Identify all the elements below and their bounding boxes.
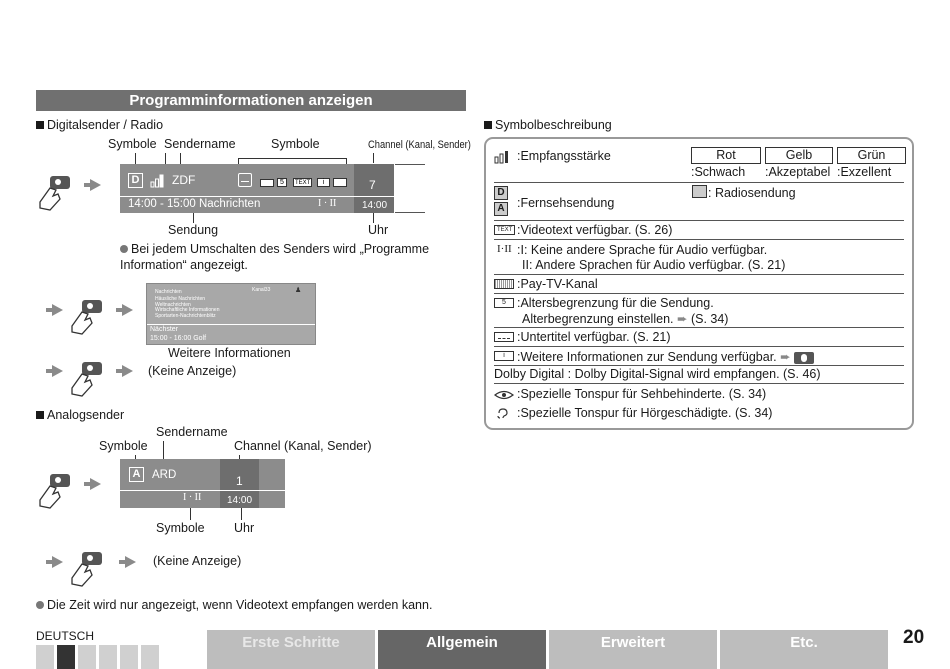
arrow-right-icon bbox=[125, 556, 136, 568]
age-limit-icon: 5 bbox=[494, 298, 514, 308]
paytv-icon bbox=[494, 279, 514, 289]
arrow-right-icon bbox=[90, 179, 101, 191]
paytv-icon bbox=[260, 179, 274, 187]
symbol-heading: Symbolbeschreibung bbox=[484, 118, 612, 132]
arrow-right-icon: ➨ bbox=[676, 312, 688, 326]
osd-box-icon bbox=[238, 173, 252, 187]
info-icon: i bbox=[494, 351, 514, 361]
digital-d-icon: D bbox=[128, 173, 143, 188]
osd-program: 14:00 - 15:00 Nachrichten bbox=[128, 198, 261, 210]
lang-box-active bbox=[57, 645, 75, 669]
color-yellow-box: Gelb bbox=[765, 147, 833, 164]
audio-icon: I·II bbox=[497, 243, 512, 255]
tab-erste-schritte[interactable]: Erste Schritte bbox=[207, 630, 375, 669]
bullet-icon bbox=[36, 601, 44, 609]
page-title: Programminformationen anzeigen bbox=[36, 90, 466, 111]
subtitle-icon bbox=[333, 178, 347, 187]
digital-d-icon: D bbox=[494, 186, 508, 200]
row-weitere: i :Weitere Informationen zur Sendung verfügbar. ➨ bbox=[494, 347, 904, 366]
row-dolby: Dolby Digital : Dolby Digital-Signal wird empfangen. (S. 46) bbox=[494, 366, 904, 384]
osd-channel-number: 7 bbox=[369, 178, 376, 192]
keine-anzeige-1: (Keine Anzeige) bbox=[148, 364, 237, 378]
analog-a-icon: A bbox=[129, 467, 144, 482]
square-bullet-icon bbox=[36, 121, 44, 129]
radio-icon bbox=[692, 185, 707, 198]
tab-erweitert[interactable]: Erweitert bbox=[549, 630, 717, 669]
label-channel: Channel (Kanal, Sender) bbox=[368, 139, 471, 151]
color-red-box: Rot bbox=[691, 147, 761, 164]
osd-station-name: ZDF bbox=[172, 173, 196, 187]
page-number: 20 bbox=[903, 627, 925, 648]
osd-analog-channel-number: 1 bbox=[236, 474, 243, 488]
osd-analog-audio: I · II bbox=[183, 492, 202, 503]
analog-heading: Analogsender bbox=[36, 408, 124, 422]
tab-etc[interactable]: Etc. bbox=[720, 630, 888, 669]
bottom-note: Die Zeit wird nur angezeigt, wenn Videotext empfangen werden kann. bbox=[36, 598, 432, 612]
age-limit-icon: 5 bbox=[277, 178, 287, 187]
info-screen: Nachrichten Kanal33 ♟ Häusliche Nachrichten Weltnachrichten Wirtschaftliche Informationen Sportarten-Nachrichtenblitz Nächster 15:00 - 16:00 Golf bbox=[146, 283, 316, 345]
row-seh: :Spezielle Tonspur für Sehbehinderte. (S. 34) bbox=[494, 384, 904, 404]
language-label: DEUTSCH bbox=[36, 629, 95, 643]
teletext-icon: TEXT bbox=[295, 180, 311, 186]
remote-hand-icon bbox=[36, 470, 74, 510]
arrow-right-icon bbox=[52, 304, 63, 316]
row-alter: 5 :Altersbegrenzung für die Sendung. Alterbegrenzung einstellen. ➨ (S. 34) bbox=[494, 294, 904, 328]
label-sendung: Sendung bbox=[168, 223, 219, 237]
arrow-right-icon: ➨ bbox=[780, 350, 791, 364]
signal-strength-icon bbox=[150, 174, 164, 188]
arrow-right-icon bbox=[122, 304, 133, 316]
symbol-panel bbox=[484, 137, 914, 430]
analog-a-icon: A bbox=[494, 202, 508, 216]
label-weitere-informationen: Weitere Informationen bbox=[168, 346, 291, 360]
label-symbole-2: Symbole bbox=[271, 137, 320, 151]
row-untertitel: :Untertitel verfügbar. (S. 21) bbox=[494, 328, 904, 347]
remote-hand-icon bbox=[68, 358, 106, 398]
osd-analog-time: 14:00 bbox=[227, 495, 253, 506]
row-fernseh: D A :Fernsehsendung : Radiosendung bbox=[494, 183, 904, 221]
teletext-icon: TEXT bbox=[494, 225, 515, 235]
info-icon: i bbox=[317, 178, 330, 187]
remote-hand-icon bbox=[68, 296, 106, 336]
arrow-right-icon bbox=[52, 365, 63, 377]
osd-audio: I · II bbox=[318, 198, 337, 209]
label-symbole-analog: Symbole bbox=[99, 439, 148, 453]
tab-allgemein[interactable]: Allgemein bbox=[378, 630, 546, 669]
label-channel-analog: Channel (Kanal, Sender) bbox=[234, 439, 372, 453]
arrow-right-icon bbox=[52, 556, 63, 568]
digital-heading: Digitalsender / Radio bbox=[36, 118, 163, 132]
osd-analog-station: ARD bbox=[152, 469, 177, 481]
label-uhr-analog: Uhr bbox=[234, 521, 255, 535]
arrow-right-icon bbox=[90, 478, 101, 490]
label-uhr: Uhr bbox=[368, 223, 389, 237]
info-button-icon bbox=[794, 352, 814, 364]
keine-anzeige-2: (Keine Anzeige) bbox=[153, 554, 242, 568]
ear-icon bbox=[496, 408, 510, 420]
digital-note: Bei jedem Umschalten des Senders wird „Programme Information“ angezeigt. bbox=[120, 242, 430, 272]
eye-icon bbox=[494, 390, 514, 400]
bullet-icon bbox=[120, 245, 128, 253]
arrow-right-icon bbox=[122, 365, 133, 377]
person-icon: ♟ bbox=[295, 287, 302, 294]
label-sendername: Sendername bbox=[164, 137, 236, 151]
label-sendername-analog: Sendername bbox=[156, 425, 228, 439]
row-audio: I·II :I: Keine andere Sprache für Audio verfügbar. II: Andere Sprachen für Audio verfügbar. (S. 21) bbox=[494, 240, 904, 275]
label-symbole: Symbole bbox=[108, 137, 157, 151]
remote-hand-icon bbox=[36, 172, 74, 212]
square-bullet-icon bbox=[36, 411, 44, 419]
row-videotext: TEXT :Videotext verfügbar. (S. 26) bbox=[494, 221, 904, 240]
osd-time: 14:00 bbox=[362, 200, 388, 211]
signal-strength-icon bbox=[494, 150, 510, 164]
row-hoer: :Spezielle Tonspur für Hörgeschädigte. (S. 34) bbox=[494, 404, 904, 424]
row-paytv: :Pay-TV-Kanal bbox=[494, 275, 904, 294]
row-empfang: :Empfangsstärke Rot Gelb Grün :Schwach :Akzeptabel :Exzellent bbox=[494, 143, 904, 183]
label-symbole-analog-bottom: Symbole bbox=[156, 521, 205, 535]
remote-hand-icon bbox=[68, 548, 106, 588]
subtitle-icon bbox=[494, 332, 514, 342]
color-green-box: Grün bbox=[837, 147, 906, 164]
square-bullet-icon bbox=[484, 121, 492, 129]
